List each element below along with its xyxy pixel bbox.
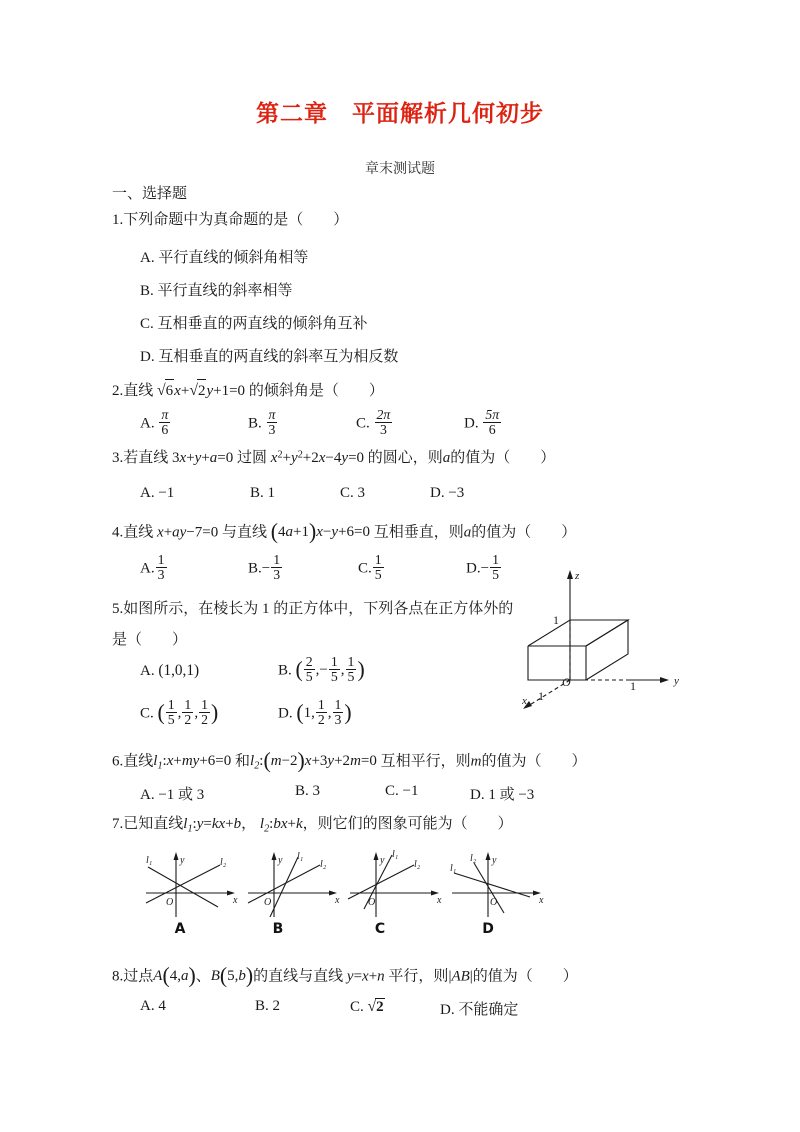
question-5-option-b[interactable]: B. ( $\frac{2}{5}$ ,− $\frac{1}{5}$ , $\frac{1}{5}$ ) — [278, 654, 365, 685]
question-6-equation-1: $l_1:x+my+6=0$ — [153, 753, 232, 772]
question-3-option-b[interactable]: B. 1 — [250, 485, 276, 501]
question-6-text-2: 和 — [235, 753, 251, 770]
question-3-option-c[interactable]: C. 3 — [340, 485, 366, 501]
question-4-equation-1: x+ay−7=0 — [157, 524, 219, 541]
fraction-numerator: π — [268, 407, 276, 422]
fraction-numerator: 2 — [305, 654, 313, 669]
question-1-option-d[interactable]: D. 互相垂直的两直线的斜率互为相反数 — [140, 349, 399, 365]
origin-label: O — [490, 897, 498, 908]
question-4-option-a[interactable] — [140, 553, 168, 583]
fraction-numerator: 1 — [317, 697, 325, 712]
option-label: C. — [356, 415, 370, 432]
question-3-text-4: 的值为（ ） — [450, 450, 556, 466]
option-label: A. — [140, 663, 155, 679]
question-3-variable: a — [442, 450, 451, 466]
fraction-denominator: 5 — [374, 567, 382, 583]
fraction-numerator: 1 — [492, 552, 499, 567]
question-2-option-a[interactable] — [140, 408, 171, 438]
question-2-number: 2. — [112, 383, 124, 399]
fraction-denominator: 2 — [184, 712, 192, 728]
line-label-l2: l₂ — [414, 859, 421, 870]
question-7-equation-2: $l_2:bx+k$ — [259, 816, 303, 835]
question-8-option-d[interactable]: D. 不能确定 — [440, 1002, 519, 1018]
question-2-option-c[interactable] — [356, 408, 393, 438]
axis-label-z: z — [575, 570, 580, 582]
question-8-text-1: 过点 — [123, 968, 154, 985]
question-2-prefix: 直线 — [123, 383, 154, 399]
tick-label-x: 1 — [538, 689, 544, 703]
question-1-option-b[interactable]: B. 平行直线的斜率相等 — [140, 283, 293, 299]
question-3-number: 3. — [112, 450, 124, 466]
question-5-option-a[interactable] — [140, 662, 199, 680]
line-label-l1: l₁ — [146, 855, 153, 866]
question-8-text-5: 的值为（ ） — [472, 968, 578, 985]
fraction-denominator: 3 — [157, 567, 165, 583]
option-label: D. — [464, 415, 479, 432]
axis-label-y: y — [278, 855, 283, 866]
fraction-denominator: 5 — [330, 669, 338, 685]
question-8-equation: y=x+n — [346, 968, 385, 985]
question-8-point-a: A(4,a) — [153, 964, 196, 988]
question-4-stem — [112, 516, 576, 549]
fraction-numerator: π — [161, 407, 169, 422]
option-label: A. — [140, 560, 155, 577]
question-8-text-4: 平行，则 — [388, 968, 449, 985]
fraction-denominator: 3 — [267, 422, 278, 437]
fraction-numerator: 1 — [157, 552, 165, 567]
option-label: B. — [248, 560, 262, 577]
question-7-text-1: 已知直线 — [123, 816, 184, 832]
fraction-numerator: 1 — [184, 697, 192, 712]
fraction-numerator: 1 — [201, 697, 208, 712]
graph-panel-b-label: B — [272, 921, 284, 937]
fraction-denominator: 5 — [492, 567, 499, 583]
fraction-denominator: 3 — [375, 422, 393, 437]
line-label-l2: l₂ — [220, 857, 227, 868]
question-5-number: 5. — [112, 601, 124, 617]
coord-sign: − — [319, 662, 328, 679]
question-3-equation-2: $x^2+y^2+2x-4y=0$ — [270, 449, 365, 466]
question-4-text-1: 直线 — [123, 524, 154, 541]
page-title: 第二章 平面解析几何初步 — [256, 101, 544, 127]
question-2-stem — [112, 379, 384, 403]
graph-panel-a — [138, 845, 243, 937]
question-6-number: 6. — [112, 753, 124, 770]
question-6-option-c[interactable]: C. −1 — [385, 783, 419, 799]
axis-label-x: x — [539, 895, 544, 906]
axis-label-x: x — [522, 695, 527, 707]
question-1-option-a[interactable]: A. 平行直线的倾斜角相等 — [140, 250, 309, 266]
question-3-equation-1: 3x+y+a=0 — [172, 450, 234, 466]
question-7-text-2: ， — [241, 816, 257, 832]
question-5-text-1: 如图所示，在棱长为 1 的正方体中，下列各点在正方体外的 — [123, 601, 514, 617]
option-label: C. — [140, 705, 154, 722]
question-4-option-c[interactable] — [358, 553, 385, 583]
question-6-equation-2: $l_2:(m-2)x+3y+2m=0$ — [250, 749, 377, 773]
question-2-equation: √6x+√2y+1=0 — [157, 383, 245, 399]
fraction-numerator: 1 — [334, 697, 342, 712]
graph-panel-d-label: D — [482, 921, 494, 937]
question-6-text-3: 互相平行，则 — [380, 753, 471, 770]
fraction-denominator: 6 — [159, 422, 170, 437]
line-label-l1: l₁ — [450, 863, 457, 874]
question-4-number: 4. — [112, 524, 124, 541]
option-label: B. — [248, 415, 262, 432]
option-label: A. — [140, 415, 155, 432]
axis-label-y: y — [180, 855, 185, 866]
graph-panel-a-label: A — [174, 921, 186, 937]
question-2-suffix: 的倾斜角是（ ） — [248, 383, 384, 399]
origin-label: O — [562, 675, 571, 689]
line-label-l2: l₂ — [470, 853, 477, 864]
origin-label: O — [264, 897, 272, 908]
question-6-text-4: 的值为（ ） — [481, 753, 587, 770]
question-5-option-d[interactable]: D. (1, $\frac{1}{2}$ , $\frac{1}{3}$ ) — [278, 697, 352, 728]
line-label-l1: l₁ — [297, 851, 304, 862]
option-label: C. — [358, 560, 372, 577]
question-3-text-1: 若直线 — [123, 450, 169, 466]
graph-panel-c — [342, 845, 447, 937]
fraction-denominator: 2 — [317, 712, 325, 728]
question-5-stem-line2: 是（ ） — [112, 632, 188, 648]
question-4-text-3: 互相垂直，则 — [373, 524, 464, 541]
axis-label-x: x — [233, 895, 238, 906]
fraction-denominator: 5 — [305, 669, 313, 685]
fraction-numerator: 1 — [273, 552, 281, 567]
section-heading: 一、选择题 — [112, 186, 188, 202]
fraction-denominator: 5 — [167, 712, 175, 728]
question-8-stem — [112, 960, 578, 993]
option-label: D. — [278, 705, 293, 722]
question-3-option-a[interactable]: A. −1 — [140, 485, 175, 501]
question-6-stem — [112, 745, 587, 778]
option-sign: − — [480, 560, 490, 577]
question-5-stem-line1 — [112, 598, 513, 621]
question-7-equation-1: $l_1:y=kx+b$ — [183, 816, 242, 835]
axis-label-y: y — [492, 855, 497, 866]
question-6-option-d[interactable]: D. 1 或 −3 — [470, 787, 535, 803]
fraction-denominator: 3 — [273, 567, 281, 583]
option-label: D. — [466, 560, 481, 577]
fraction-denominator: 2 — [201, 712, 208, 728]
origin-label: O — [368, 897, 376, 908]
axis-label-x: x — [437, 895, 442, 906]
question-8-text-3: 的直线与直线 — [253, 968, 344, 985]
question-4-option-d[interactable] — [466, 553, 502, 583]
question-8-point-b: B(5,b) — [210, 964, 254, 988]
fraction-denominator: 6 — [483, 422, 501, 437]
question-3-text-3: 的圆心，则 — [367, 450, 443, 466]
question-7-text-3: ，则它们的图象可能为（ ） — [302, 816, 513, 832]
fraction-numerator: 1 — [374, 552, 382, 567]
question-8-option-c[interactable]: C. √2 — [350, 998, 384, 1015]
question-6-option-a[interactable]: A. −1 或 3 — [140, 787, 205, 803]
question-8-text-2: 、 — [195, 968, 211, 985]
question-7-stem — [112, 813, 513, 837]
question-8-segment: |AB| — [448, 968, 473, 985]
graph-panel-c-label: C — [374, 921, 386, 937]
question-1-stem — [112, 209, 348, 232]
question-6-variable: m — [470, 753, 482, 770]
fraction-denominator: 5 — [347, 669, 355, 685]
page-subtitle: 章末测试题 — [365, 162, 435, 177]
question-4-text-2: 与直线 — [222, 524, 268, 541]
question-1-option-c[interactable]: C. 互相垂直的两直线的倾斜角互补 — [140, 316, 368, 332]
graph-panel-b — [240, 845, 345, 937]
axis-label-y: y — [380, 855, 385, 866]
fraction-numerator: 1 — [330, 654, 338, 669]
question-4-variable: a — [463, 524, 472, 541]
axis-label-y: y — [674, 675, 679, 687]
axis-label-x: x — [335, 895, 340, 906]
question-3-option-d[interactable]: D. −3 — [430, 485, 465, 501]
coord-whole: 1 — [303, 705, 312, 722]
graph-panel-d — [444, 845, 549, 937]
line-label-l1: l₁ — [392, 849, 399, 860]
question-8-option-b[interactable]: B. 2 — [255, 998, 281, 1014]
fraction-numerator: 2π — [376, 407, 391, 422]
question-4-option-b[interactable] — [248, 553, 283, 583]
question-1-text: 下列命题中为真命题的是（ ） — [123, 212, 349, 228]
fraction-numerator: 1 — [347, 654, 355, 669]
question-2-option-d[interactable] — [464, 408, 502, 438]
option-label: B. — [278, 662, 292, 679]
option-sign: − — [261, 560, 271, 577]
question-3-text-2: 过圆 — [237, 450, 268, 466]
fraction-numerator: 1 — [167, 697, 175, 712]
question-6-option-b[interactable]: B. 3 — [295, 783, 321, 799]
question-4-equation-2: (4a+1)x−y+6=0 — [270, 520, 370, 544]
option-value: (1,0,1) — [158, 662, 200, 679]
question-7-number: 7. — [112, 816, 124, 832]
question-3-stem — [112, 447, 555, 470]
tick-label-y: 1 — [630, 679, 636, 693]
question-1-number: 1. — [112, 212, 124, 228]
fraction-numerator: 5π — [485, 407, 500, 422]
question-8-option-a[interactable]: A. 4 — [140, 998, 166, 1014]
fraction-denominator: 3 — [334, 712, 342, 728]
tick-label-z: 1 — [553, 613, 559, 627]
question-4-text-4: 的值为（ ） — [471, 524, 577, 541]
question-8-number: 8. — [112, 968, 124, 985]
question-5-option-c[interactable]: C. ( $\frac{1}{5}$ , $\frac{1}{2}$ , $\frac{1}{2}$ ) — [140, 697, 219, 728]
question-6-text-1: 直线 — [123, 753, 154, 770]
question-2-option-b[interactable] — [248, 408, 278, 438]
line-label-l2: l₂ — [320, 859, 327, 870]
cube-coordinate-figure — [498, 562, 708, 712]
origin-label: O — [166, 897, 174, 908]
